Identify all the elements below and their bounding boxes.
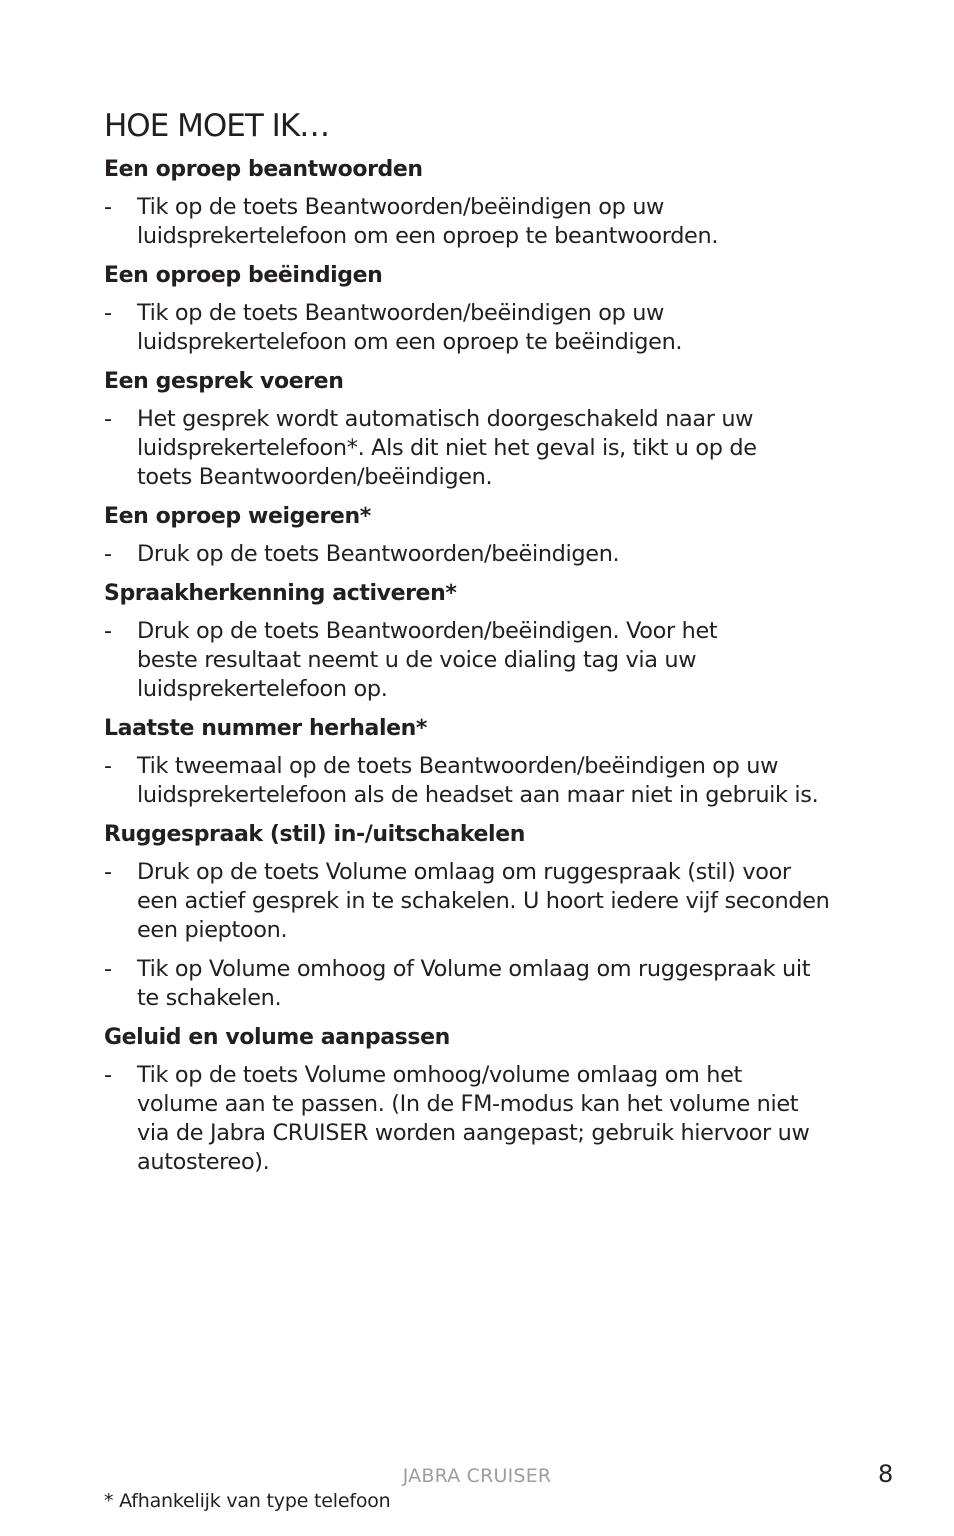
bullet-line: te schakelen. <box>137 985 282 1011</box>
bullet-line: Druk op de toets Beantwoorden/beëindigen. Voor het <box>137 618 718 644</box>
page-title: HOE MOET IK… <box>104 108 330 144</box>
list-item <box>104 617 864 704</box>
section-redial <box>104 714 864 810</box>
bullet-line: een actief gesprek in te schakelen. U hoort iedere vijf seconden <box>137 888 830 914</box>
bullet-dash: - <box>104 753 112 779</box>
section-heading: Geluid en volume aanpassen <box>104 1025 450 1050</box>
section-reject-call <box>104 502 864 569</box>
bullet-line: Tik op Volume omhoog of Volume omlaag om ruggespraak uit <box>137 956 811 982</box>
list-item <box>104 299 864 357</box>
section-heading: Ruggespraak (stil) in-/uitschakelen <box>104 822 525 847</box>
bullet-dash: - <box>104 1062 112 1088</box>
section-voice-recognition <box>104 579 864 704</box>
section-heading: Laatste nummer herhalen* <box>104 716 427 741</box>
section-heading: Een gesprek voeren <box>104 369 344 394</box>
section-volume <box>104 1023 864 1177</box>
bullet-line: beste resultaat neemt u de voice dialing tag via uw <box>137 647 697 673</box>
section-heading: Een oproep weigeren* <box>104 504 371 529</box>
section-mute <box>104 820 864 1013</box>
bullet-line: toets Beantwoorden/beëindigen. <box>137 464 493 490</box>
section-make-call <box>104 367 864 492</box>
bullet-line: een pieptoon. <box>137 917 288 943</box>
list-item <box>104 752 864 810</box>
list-item <box>104 193 864 251</box>
bullet-line: luidsprekertelefoon om een oproep te beantwoorden. <box>137 223 719 249</box>
section-end-call <box>104 261 864 357</box>
bullet-dash: - <box>104 300 112 326</box>
bullet-line: Tik op de toets Beantwoorden/beëindigen op uw <box>137 194 665 220</box>
instructions-content <box>104 155 864 1187</box>
list-item <box>104 858 864 945</box>
bullet-dash: - <box>104 956 112 982</box>
bullet-line: Druk op de toets Volume omlaag om ruggespraak (stil) voor <box>137 859 791 885</box>
section-answer-call <box>104 155 864 251</box>
footnote: * Afhankelijk van type telefoon <box>104 1490 391 1512</box>
bullet-dash: - <box>104 859 112 885</box>
bullet-line: Druk op de toets Beantwoorden/beëindigen. <box>137 541 620 567</box>
bullet-line: luidsprekertelefoon als de headset aan maar niet in gebruik is. <box>137 782 819 808</box>
section-heading: Een oproep beantwoorden <box>104 157 423 182</box>
bullet-line: Tik op de toets Beantwoorden/beëindigen op uw <box>137 300 665 326</box>
bullet-dash: - <box>104 194 112 220</box>
bullet-line: autostereo). <box>137 1149 270 1175</box>
footer-brand: JABRA CRUISER <box>402 1465 552 1487</box>
list-item <box>104 1061 864 1177</box>
bullet-line: Het gesprek wordt automatisch doorgeschakeld naar uw <box>137 406 754 432</box>
bullet-line: volume aan te passen. (In de FM-modus kan het volume niet <box>137 1091 799 1117</box>
bullet-line: Tik tweemaal op de toets Beantwoorden/beëindigen op uw <box>137 753 779 779</box>
list-item <box>104 540 864 569</box>
bullet-line: luidsprekertelefoon om een oproep te beëindigen. <box>137 329 683 355</box>
bullet-dash: - <box>104 618 112 644</box>
page-number: 8 <box>878 1460 894 1488</box>
bullet-line: luidsprekertelefoon op. <box>137 676 388 702</box>
section-heading: Spraakherkenning activeren* <box>104 581 457 606</box>
list-item <box>104 955 864 1013</box>
bullet-line: via de Jabra CRUISER worden aangepast; gebruik hiervoor uw <box>137 1120 810 1146</box>
section-heading: Een oproep beëindigen <box>104 263 383 288</box>
bullet-dash: - <box>104 541 112 567</box>
bullet-line: Tik op de toets Volume omhoog/volume omlaag om het <box>137 1062 742 1088</box>
bullet-dash: - <box>104 406 112 432</box>
bullet-line: luidsprekertelefoon*. Als dit niet het geval is, tikt u op de <box>137 435 757 461</box>
list-item <box>104 405 864 492</box>
